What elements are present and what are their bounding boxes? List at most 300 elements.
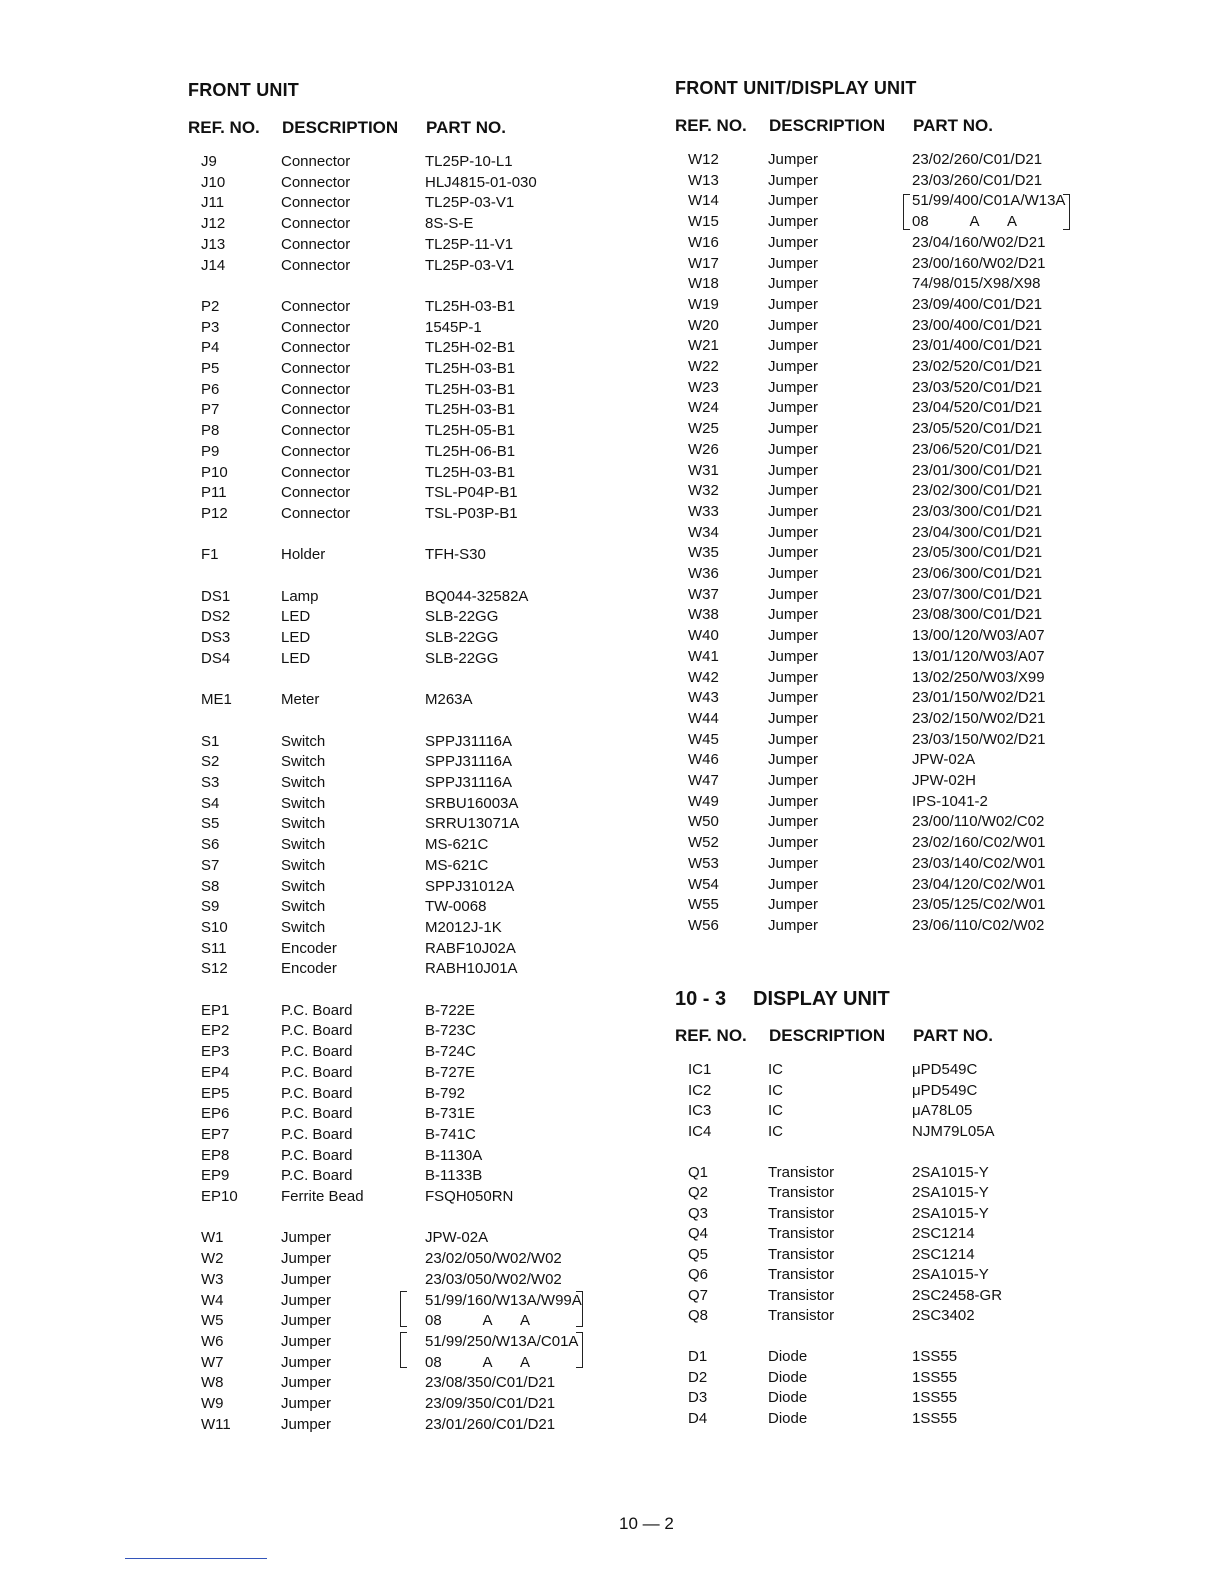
table-row <box>201 1104 621 1125</box>
table-row <box>201 1063 621 1084</box>
cell-desc: Jumper <box>768 233 819 251</box>
table-row <box>201 897 621 918</box>
cell-part: 23/05/125/C02/W01 <box>912 896 1046 914</box>
cell-ref: S4 <box>201 794 220 812</box>
cell-part: JPW-02A <box>912 751 976 769</box>
table-row <box>201 752 621 773</box>
front-unit-title: FRONT UNIT <box>188 80 299 100</box>
table-row <box>688 1368 1108 1389</box>
cell-ref: W38 <box>688 606 719 624</box>
cell-desc: Connector <box>281 297 351 315</box>
cell-desc: Connector <box>281 235 351 253</box>
cell-ref: Q2 <box>688 1184 709 1201</box>
cell-ref: DS3 <box>201 629 231 647</box>
right-header-part: PART NO. <box>913 116 993 135</box>
cell-ref: W22 <box>688 358 719 375</box>
cell-ref: P4 <box>201 339 220 357</box>
cell-desc: Jumper <box>768 523 819 541</box>
cell-desc: Jumper <box>768 916 819 934</box>
cell-ref: S9 <box>201 898 220 916</box>
table-row <box>201 939 621 960</box>
cell-part: 23/08/300/C01/D21 <box>912 606 1043 624</box>
table-row <box>688 461 1108 482</box>
cell-desc: Jumper <box>768 813 819 831</box>
cell-desc: Jumper <box>768 544 819 562</box>
cell-ref: W17 <box>688 254 719 272</box>
cell-ref: W32 <box>688 482 719 500</box>
cell-part: μPD549C <box>912 1081 978 1099</box>
cell-ref: W11 <box>201 1415 231 1433</box>
cell-ref: W16 <box>688 233 719 251</box>
cell-part: 23/02/260/C01/D21 <box>912 151 1043 168</box>
cell-ref: W24 <box>688 399 719 417</box>
cell-ref: W18 <box>688 275 719 293</box>
cell-part: 23/04/300/C01/D21 <box>912 523 1043 541</box>
cell-desc: Jumper <box>768 709 819 727</box>
table-row <box>688 419 1108 440</box>
cell-ref: Q7 <box>688 1286 709 1304</box>
cell-ref: IC2 <box>688 1081 712 1099</box>
table-row <box>688 523 1108 544</box>
cell-desc: Transistor <box>768 1307 835 1324</box>
cell-ref: EP1 <box>201 1001 230 1019</box>
cell-desc: Jumper <box>768 378 819 396</box>
cell-part: 1SS55 <box>912 1348 958 1365</box>
table-row <box>201 338 621 359</box>
cell-ref: W14 <box>688 192 719 210</box>
table-row <box>688 1286 1108 1307</box>
table-row <box>688 357 1108 378</box>
cell-ref: Q4 <box>688 1225 709 1242</box>
cell-ref: IC4 <box>688 1122 712 1140</box>
cell-desc: Jumper <box>768 358 819 375</box>
cell-desc: Lamp <box>281 587 319 605</box>
cell-part: 23/01/260/C01/D21 <box>425 1415 556 1433</box>
cell-desc: Encoder <box>281 960 337 978</box>
cell-desc: Transistor <box>768 1245 835 1263</box>
table-row <box>201 483 621 504</box>
cell-part: 8S-S-E <box>425 215 474 233</box>
cell-ref: D3 <box>688 1389 708 1406</box>
cell-part: 23/04/520/C01/D21 <box>912 399 1043 417</box>
cell-ref: Q5 <box>688 1245 709 1263</box>
bracket-w4-w5-right <box>576 1291 583 1327</box>
cell-ref: P2 <box>201 297 220 315</box>
table-row <box>201 566 621 587</box>
table-row <box>688 398 1108 419</box>
cell-part: SPPJ31116A <box>425 753 513 771</box>
cell-desc: Transistor <box>768 1204 835 1222</box>
table-row <box>688 212 1108 233</box>
cell-part: B-1133B <box>425 1167 483 1185</box>
cell-part: 1SS55 <box>912 1409 958 1427</box>
table-row <box>201 1021 621 1042</box>
cell-desc: P.C. Board <box>281 1001 353 1019</box>
table-row <box>688 274 1108 295</box>
cell-ref: W9 <box>201 1395 224 1412</box>
cell-part: SRRU13071A <box>425 815 520 833</box>
cell-ref: W12 <box>688 151 719 168</box>
table-row <box>201 814 621 835</box>
cell-desc: Jumper <box>768 627 819 645</box>
table-row <box>201 877 621 898</box>
cell-ref: W43 <box>688 689 719 707</box>
cell-part: 23/00/400/C01/D21 <box>912 316 1043 334</box>
cell-part: TL25H-06-B1 <box>425 442 516 460</box>
cell-part: 23/03/140/C02/W01 <box>912 854 1046 872</box>
table-row <box>201 773 621 794</box>
cell-desc: Connector <box>281 215 351 233</box>
table-row <box>688 1327 1108 1348</box>
table-row <box>688 730 1108 751</box>
cell-part: TFH-S30 <box>425 546 486 564</box>
cell-desc: Jumper <box>768 213 819 231</box>
table-row <box>201 525 621 546</box>
cell-desc: P.C. Board <box>281 1084 353 1102</box>
table-row <box>201 152 621 173</box>
cell-desc: Diode <box>768 1348 808 1365</box>
cell-desc: Ferrite Bead <box>281 1188 364 1205</box>
table-row <box>201 670 621 691</box>
cell-desc: Switch <box>281 732 326 750</box>
cell-desc: Jumper <box>768 854 819 872</box>
cell-part: JPW-02A <box>425 1229 489 1247</box>
cell-part: IPS-1041-2 <box>912 792 988 810</box>
table-row <box>201 794 621 815</box>
cell-desc: Switch <box>281 815 326 833</box>
display-header-ref: REF. NO. <box>675 1026 747 1045</box>
display-header-desc: DESCRIPTION <box>769 1026 886 1045</box>
cell-ref: S6 <box>201 836 220 854</box>
table-row <box>201 1353 621 1374</box>
cell-ref: EP5 <box>201 1084 230 1102</box>
cell-desc: Transistor <box>768 1286 835 1304</box>
cell-desc: LED <box>281 629 311 647</box>
cell-ref: EP6 <box>201 1105 230 1123</box>
cell-part: TL25H-03-B1 <box>425 297 516 315</box>
cell-desc: Jumper <box>768 295 819 313</box>
cell-ref: DS2 <box>201 608 231 626</box>
cell-ref: J12 <box>201 215 226 233</box>
cell-desc: Jumper <box>768 647 819 665</box>
table-row <box>688 543 1108 564</box>
cell-ref: P7 <box>201 401 220 419</box>
display-section-title: DISPLAY UNIT <box>753 988 890 1010</box>
cell-desc: Switch <box>281 753 326 771</box>
cell-ref: IC1 <box>688 1061 712 1078</box>
cell-part: 13/02/250/W03/X99 <box>912 668 1045 686</box>
cell-ref: W20 <box>688 316 719 334</box>
left-header-part: PART NO. <box>426 118 506 137</box>
cell-desc: Jumper <box>281 1312 332 1330</box>
cell-part: 08 A A <box>425 1353 531 1371</box>
cell-ref: S12 <box>201 960 228 978</box>
bracket-w6-w7-left <box>400 1332 407 1368</box>
cell-desc: Jumper <box>768 585 819 603</box>
table-row <box>688 254 1108 275</box>
cell-part: NJM79L05A <box>912 1122 995 1140</box>
table-row <box>201 1187 621 1208</box>
cell-desc: Connector <box>281 380 351 398</box>
cell-part: SPPJ31116A <box>425 774 513 791</box>
cell-ref: EP3 <box>201 1043 230 1061</box>
cell-ref: DS1 <box>201 587 231 605</box>
cell-ref: W45 <box>688 730 719 748</box>
table-row <box>688 771 1108 792</box>
cell-part: 23/02/160/C02/W01 <box>912 834 1046 852</box>
table-row <box>201 1415 621 1436</box>
table-row <box>688 605 1108 626</box>
table-row <box>688 1183 1108 1204</box>
cell-ref: W7 <box>201 1353 224 1371</box>
cell-ref: J14 <box>201 256 226 274</box>
cell-ref: DS4 <box>201 649 231 667</box>
bracket-w6-w7-right <box>576 1332 583 1368</box>
table-row <box>688 1081 1108 1102</box>
table-row <box>688 336 1108 357</box>
cell-desc: P.C. Board <box>281 1022 353 1040</box>
table-row <box>688 916 1108 937</box>
cell-ref: W41 <box>688 647 719 665</box>
cell-ref: Q1 <box>688 1163 709 1181</box>
cell-desc: Connector <box>281 360 351 377</box>
cell-ref: S7 <box>201 856 220 874</box>
cell-ref: S8 <box>201 877 220 895</box>
cell-ref: Q3 <box>688 1204 709 1222</box>
table-row <box>201 442 621 463</box>
table-row <box>688 564 1108 585</box>
table-row <box>201 318 621 339</box>
cell-desc: Jumper <box>768 337 819 355</box>
cell-part: 23/09/350/C01/D21 <box>425 1395 556 1412</box>
table-row <box>688 875 1108 896</box>
cell-ref: F1 <box>201 546 219 564</box>
cell-desc: Jumper <box>281 1395 332 1412</box>
cell-ref: W4 <box>201 1291 224 1309</box>
table-row <box>688 750 1108 771</box>
cell-ref: S2 <box>201 753 220 771</box>
cell-desc: Jumper <box>768 192 819 210</box>
cell-desc: Connector <box>281 442 351 460</box>
cell-part: TSL-P03P-B1 <box>425 504 518 522</box>
cell-part: 23/03/260/C01/D21 <box>912 171 1043 189</box>
cell-ref: W26 <box>688 440 719 458</box>
cell-ref: P8 <box>201 422 220 440</box>
cell-ref: W52 <box>688 834 719 852</box>
cell-desc: P.C. Board <box>281 1105 353 1123</box>
cell-desc: Switch <box>281 836 326 854</box>
display-section-number: 10 - 3 <box>675 988 727 1010</box>
cell-ref: J13 <box>201 235 226 253</box>
table-row <box>688 171 1108 192</box>
table-row <box>201 835 621 856</box>
cell-part: 1545P-1 <box>425 318 482 336</box>
cell-ref: S11 <box>201 939 227 957</box>
cell-part: TL25P-10-L1 <box>425 153 513 170</box>
cell-ref: W44 <box>688 709 719 727</box>
cell-part: SPPJ31012A <box>425 877 515 895</box>
cell-desc: Jumper <box>768 792 819 810</box>
cell-ref: W50 <box>688 813 719 831</box>
cell-desc: Jumper <box>768 254 819 272</box>
cell-ref: W37 <box>688 585 719 603</box>
table-row <box>688 647 1108 668</box>
table-row <box>201 235 621 256</box>
cell-desc: Transistor <box>768 1266 835 1283</box>
cell-ref: EP4 <box>201 1063 230 1081</box>
table-row <box>201 918 621 939</box>
left-header-desc: DESCRIPTION <box>282 118 399 137</box>
cell-part: μA78L05 <box>912 1102 973 1119</box>
cell-desc: Jumper <box>768 461 819 479</box>
table-row <box>688 1224 1108 1245</box>
cell-part: 51/99/400/C01A/W13A <box>912 192 1066 210</box>
cell-part: SLB-22GG <box>425 649 499 667</box>
cell-ref: EP10 <box>201 1188 238 1205</box>
cell-part: 2SA1015-Y <box>912 1163 989 1181</box>
cell-part: TL25P-03-V1 <box>425 194 515 212</box>
cell-desc: Switch <box>281 918 326 936</box>
cell-desc: Jumper <box>281 1291 332 1309</box>
table-row <box>688 1245 1108 1266</box>
cell-part: B-731E <box>425 1105 476 1123</box>
cell-part: B-741C <box>425 1125 476 1143</box>
cell-desc: Connector <box>281 401 351 419</box>
cell-ref: W6 <box>201 1332 224 1350</box>
cell-ref: S3 <box>201 774 220 791</box>
cell-ref: W40 <box>688 627 719 645</box>
table-row <box>688 233 1108 254</box>
cell-desc: Connector <box>281 422 351 440</box>
cell-desc: Jumper <box>768 420 819 438</box>
cell-desc: Jumper <box>281 1415 332 1433</box>
cell-part: BQ044-32582A <box>425 587 529 605</box>
cell-part: 23/01/400/C01/D21 <box>912 337 1043 355</box>
cell-ref: EP2 <box>201 1022 230 1040</box>
table-row <box>688 1388 1108 1409</box>
cell-ref: W55 <box>688 896 719 914</box>
table-row <box>201 1249 621 1270</box>
cell-part: 23/02/520/C01/D21 <box>912 358 1043 375</box>
cell-ref: W56 <box>688 916 719 934</box>
table-row <box>688 585 1108 606</box>
table-row <box>688 1204 1108 1225</box>
cell-ref: S5 <box>201 815 220 833</box>
cell-ref: W2 <box>201 1250 224 1268</box>
table-row <box>201 1146 621 1167</box>
cell-desc: Jumper <box>768 171 819 189</box>
cell-part: SRBU16003A <box>425 794 519 812</box>
table-row <box>688 440 1108 461</box>
cell-part: 23/03/520/C01/D21 <box>912 378 1043 396</box>
cell-part: 51/99/160/W13A/W99A <box>425 1291 582 1309</box>
cell-desc: Diode <box>768 1368 808 1386</box>
cell-part: 23/05/300/C01/D21 <box>912 544 1043 562</box>
cell-part: B-723C <box>425 1022 476 1040</box>
cell-part: TL25H-05-B1 <box>425 422 516 440</box>
cell-desc: Jumper <box>281 1374 332 1392</box>
cell-ref: W35 <box>688 544 719 562</box>
cell-desc: Jumper <box>768 316 819 334</box>
cell-part: 23/09/400/C01/D21 <box>912 295 1043 313</box>
table-row <box>201 380 621 401</box>
table-row <box>688 378 1108 399</box>
cell-desc: Jumper <box>281 1270 332 1288</box>
table-row <box>688 1101 1108 1122</box>
table-row <box>688 626 1108 647</box>
cell-ref: W19 <box>688 295 719 313</box>
cell-part: 2SA1015-Y <box>912 1184 989 1201</box>
cell-ref: W36 <box>688 565 719 582</box>
table-row <box>688 709 1108 730</box>
table-row <box>688 812 1108 833</box>
cell-ref: W25 <box>688 420 719 438</box>
cell-desc: Jumper <box>768 565 819 582</box>
cell-part: TW-0068 <box>425 898 487 916</box>
table-row <box>688 316 1108 337</box>
cell-desc: Switch <box>281 856 326 874</box>
table-row <box>688 1060 1108 1081</box>
table-row <box>688 1122 1108 1143</box>
table-row <box>201 1311 621 1332</box>
cell-ref: S10 <box>201 918 228 936</box>
cell-desc: IC <box>768 1061 783 1078</box>
cell-part: TL25H-03-B1 <box>425 463 516 481</box>
cell-part: 13/01/120/W03/A07 <box>912 647 1045 665</box>
cell-desc: Jumper <box>768 751 819 769</box>
table-row <box>688 1409 1108 1430</box>
cell-ref: EP7 <box>201 1125 230 1143</box>
cell-desc: Jumper <box>281 1229 332 1247</box>
table-row <box>201 297 621 318</box>
cell-part: TSL-P04P-B1 <box>425 484 518 502</box>
cell-part: 74/98/015/X98/X98 <box>912 275 1041 293</box>
table-row <box>201 504 621 525</box>
front-display-unit-title: FRONT UNIT/DISPLAY UNIT <box>675 78 917 98</box>
table-row <box>201 545 621 566</box>
cell-ref: P12 <box>201 504 228 522</box>
table-row <box>201 256 621 277</box>
cell-part: 2SC2458-GR <box>912 1286 1003 1304</box>
cell-desc: P.C. Board <box>281 1125 353 1143</box>
cell-desc: Connector <box>281 153 351 170</box>
cell-part: TL25P-03-V1 <box>425 256 515 274</box>
cell-desc: Jumper <box>768 668 819 686</box>
left-header-ref: REF. NO. <box>188 118 260 137</box>
cell-desc: Switch <box>281 774 326 791</box>
table-row <box>201 1291 621 1312</box>
cell-ref: W47 <box>688 772 719 789</box>
table-row <box>201 959 621 980</box>
table-row <box>201 587 621 608</box>
cell-part: 23/00/160/W02/D21 <box>912 254 1046 272</box>
cell-desc: Jumper <box>768 875 819 893</box>
cell-ref: P10 <box>201 463 228 481</box>
cell-part: 23/00/110/W02/C02 <box>912 813 1045 831</box>
table-row <box>688 688 1108 709</box>
cell-ref: W8 <box>201 1374 224 1392</box>
cell-desc: Jumper <box>281 1250 332 1268</box>
cell-part: 23/07/300/C01/D21 <box>912 585 1043 603</box>
table-row <box>201 690 621 711</box>
table-row <box>688 833 1108 854</box>
footer-rule <box>125 1558 267 1559</box>
table-row <box>201 607 621 628</box>
cell-ref: IC3 <box>688 1102 712 1119</box>
cell-part: 23/04/120/C02/W01 <box>912 875 1046 893</box>
cell-part: RABF10J02A <box>425 939 516 957</box>
cell-part: 23/02/300/C01/D21 <box>912 482 1043 500</box>
